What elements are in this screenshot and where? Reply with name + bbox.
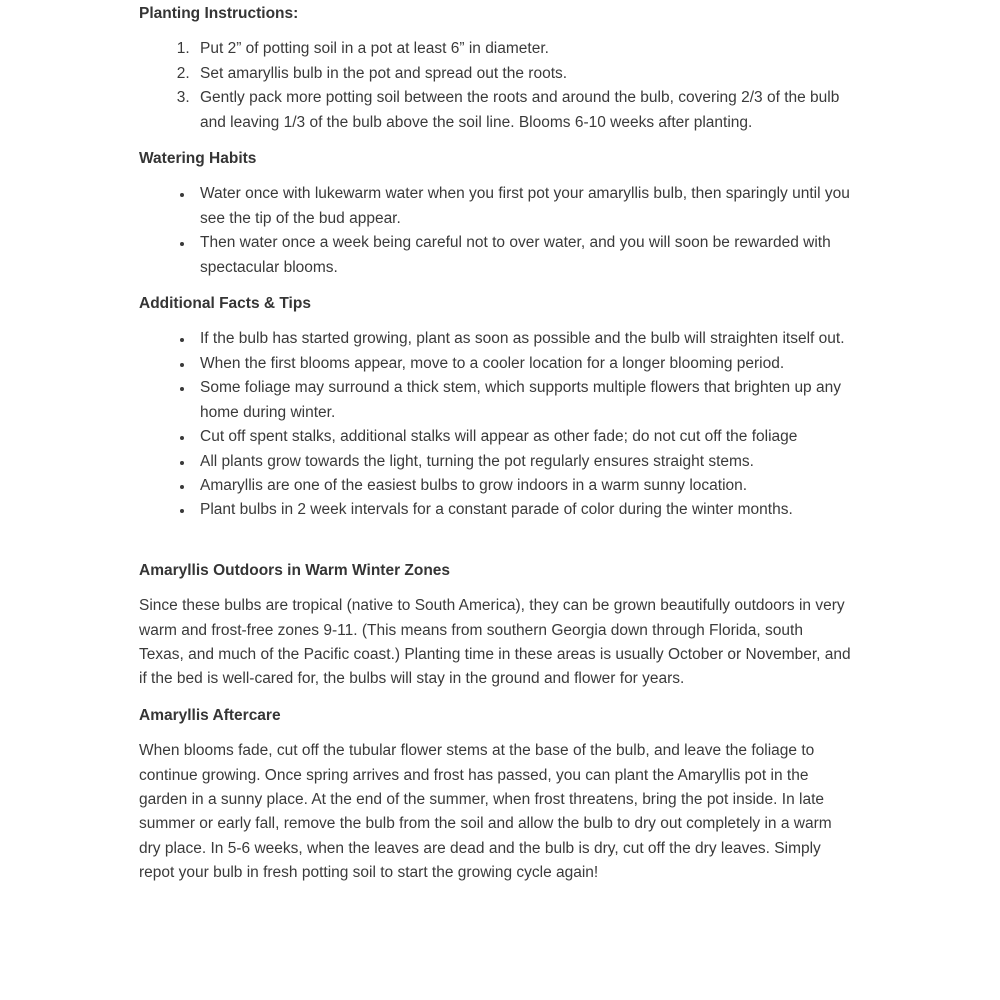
section-planting-instructions <box>139 2 851 135</box>
section-amaryllis-aftercare <box>139 704 851 886</box>
paragraph-outdoors-warm-winter-zones: Since these bulbs are tropical (native to South America), they can be grown beautifully outdoors in very warm and frost-free zones 9-11. (This means from southern Georgia down through Florida, south Texas, and much of the Pacific coast.) Planting time in these areas is usually October or November, and if the bed is well-cared for, the bulbs will stay in the ground and flower for years. <box>139 597 851 688</box>
section-watering-habits <box>139 147 851 280</box>
list-item: • Plant bulbs in 2 week intervals for a constant parade of color during the winter months. <box>194 498 851 522</box>
heading-watering-habits: Watering Habits <box>139 150 257 168</box>
list-item: 1. Put 2” of potting soil in a pot at least 6” in diameter. <box>194 37 851 61</box>
paragraph-amaryllis-aftercare: When blooms fade, cut off the tubular flower stems at the base of the bulb, and leave the foliage to continue growing. Once spring arrives and frost has passed, you can plant the Amaryllis pot in the garden in a sunny place. At the end of the summer, when frost threatens, bring the pot inside. In late summer or early fall, remove the bulb from the soil and allow the bulb to dry out completely in a warm dry place. In 5-6 weeks, when the leaves are dead and the bulb is dry, cut off the dry leaves. Simply repot your bulb in fresh potting soil to start the growing cycle again! <box>139 742 832 882</box>
heading-amaryllis-aftercare: Amaryllis Aftercare <box>139 706 281 724</box>
list-item: 2. Set amaryllis bulb in the pot and spread out the roots. <box>194 62 851 86</box>
heading-outdoors-warm-winter-zones: Amaryllis Outdoors in Warm Winter Zones <box>139 561 451 579</box>
list-item: • Some foliage may surround a thick stem, which supports multiple flowers that brighten up any home during winter. <box>194 376 851 425</box>
list-item: • Amaryllis are one of the easiest bulbs to grow indoors in a warm sunny location. <box>194 474 851 498</box>
list-item: • If the bulb has started growing, plant as soon as possible and the bulb will straighten itself out. <box>194 327 851 351</box>
heading-additional-facts: Additional Facts & Tips <box>139 295 311 313</box>
document-content <box>139 2 851 886</box>
section-outdoors-warm-winter-zones <box>139 559 851 692</box>
list-item: • Cut off spent stalks, additional stalks will appear as other fade; do not cut off the foliage <box>194 425 851 449</box>
planting-steps-list <box>139 37 851 135</box>
list-item: • Water once with lukewarm water when you first pot your amaryllis bulb, then sparingly until you see the tip of the bud appear. <box>194 182 851 231</box>
additional-facts-list <box>139 327 851 522</box>
list-item: 3. Gently pack more potting soil between the roots and around the bulb, covering 2/3 of the bulb and leaving 1/3 of the bulb above the soil line. Blooms 6-10 weeks after planting. <box>194 86 851 135</box>
section-additional-facts <box>139 292 851 523</box>
list-item: • When the first blooms appear, move to a cooler location for a longer blooming period. <box>194 352 851 376</box>
list-item: • All plants grow towards the light, turning the pot regularly ensures straight stems. <box>194 450 851 474</box>
heading-planting-instructions: Planting Instructions: <box>139 5 299 22</box>
list-item: • Then water once a week being careful not to over water, and you will soon be rewarded with spectacular blooms. <box>194 231 851 280</box>
watering-habits-list <box>139 182 851 280</box>
